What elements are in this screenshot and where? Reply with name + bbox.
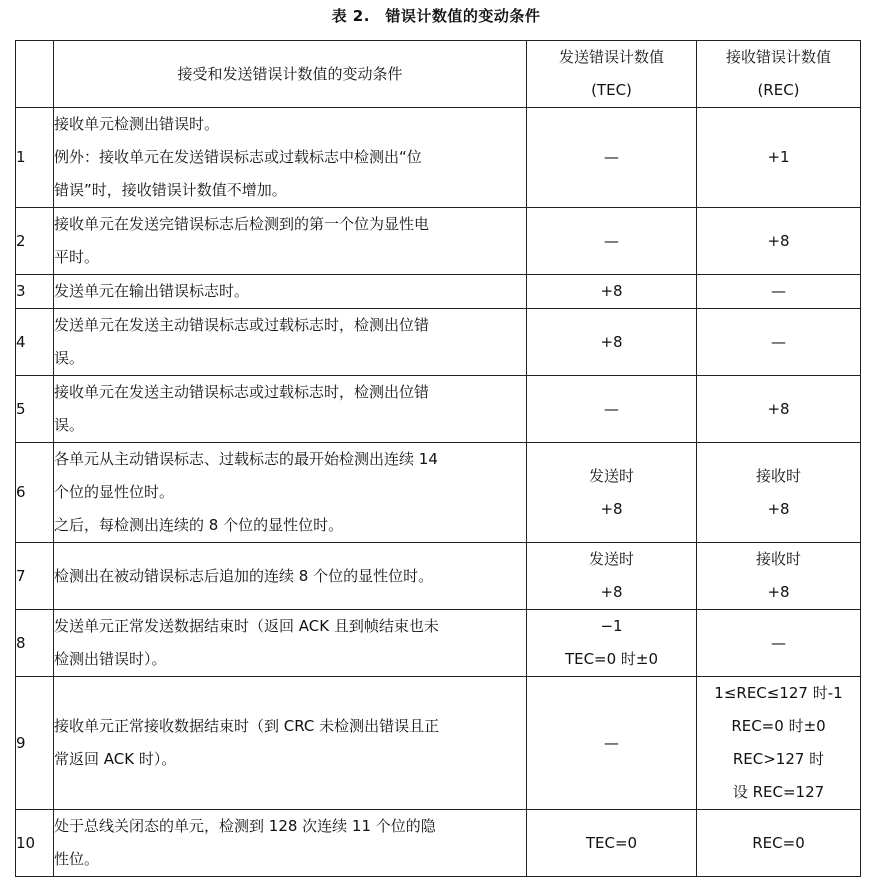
condition-line: 各单元从主动错误标志、过载标志的最开始检测出连续 14: [54, 450, 438, 468]
tec-value-cell: [527, 610, 697, 677]
tec-value-line: TEC=0: [585, 833, 638, 852]
condition-line: 误。: [54, 349, 85, 367]
table-row: [16, 309, 861, 376]
tec-value-line: +8: [600, 282, 623, 300]
tec-value-line: TEC=0 时±0: [564, 650, 659, 668]
table-row: [16, 208, 861, 275]
condition-line: 检测出在被动错误标志后追加的连续 8 个位的显性位时。: [54, 566, 434, 585]
table-caption: 表 2. 错误计数值的变动条件: [331, 7, 541, 25]
condition-line: 误。: [54, 416, 85, 434]
rec-value-line: REC=0 时±0: [731, 717, 826, 735]
rec-value-line: +1: [767, 148, 790, 166]
tec-value-cell: [527, 275, 697, 309]
header-tec: [527, 41, 697, 108]
table-row: [16, 810, 861, 877]
row-number: 6: [16, 443, 54, 543]
header-tec-line2: (TEC): [591, 81, 632, 99]
row-number: 3: [16, 275, 54, 309]
condition-line: 错误”时，接收错误计数值不增加。: [54, 181, 287, 199]
row-number: 8: [16, 610, 54, 677]
tec-value-line: −1: [600, 617, 623, 635]
row-number: 1: [16, 108, 54, 208]
table-row: [16, 376, 861, 443]
condition-cell: [54, 810, 527, 877]
tec-value-line: +8: [600, 332, 623, 351]
tec-value-cell: [527, 543, 697, 610]
tec-value-cell: [527, 443, 697, 543]
tec-value-cell: [527, 810, 697, 877]
header-number-cell: [16, 41, 54, 108]
table-row: [16, 443, 861, 543]
tec-value-line: —: [604, 148, 619, 166]
condition-line: 检测出错误时）。: [54, 650, 167, 668]
rec-value-line: +8: [767, 499, 790, 518]
condition-line: 处于总线关闭态的单元，检测到 128 次连续 11 个位的隐: [54, 817, 436, 835]
rec-value-cell: [697, 376, 861, 443]
condition-cell: [54, 108, 527, 208]
condition-line: 接收单元在发送完错误标志后检测到的第一个位为显性电: [54, 215, 430, 233]
condition-line: 发送单元在发送主动错误标志或过载标志时，检测出位错: [54, 316, 430, 334]
table-row: [16, 108, 861, 208]
rec-value-line: 接收时: [755, 550, 801, 568]
condition-line: 接收单元正常接收数据结束时（到 CRC 未检测出错误且正: [54, 717, 440, 735]
table-row: [16, 543, 861, 610]
table-header-row: [16, 41, 861, 108]
rec-value-line: +8: [767, 583, 790, 601]
row-number: 9: [16, 677, 54, 810]
condition-line: 接收单元检测出错误时。: [54, 115, 220, 133]
row-number: 4: [16, 309, 54, 376]
error-counter-table: [15, 40, 861, 877]
rec-value-cell: [697, 443, 861, 543]
condition-line: 之后，每检测出连续的 8 个位的显性位时。: [54, 516, 344, 534]
table-row: [16, 677, 861, 810]
condition-line: 常返回 ACK 时）。: [54, 750, 177, 768]
condition-line: 例外：接收单元在发送错误标志或过载标志中检测出“位: [54, 148, 422, 166]
tec-value-line: —: [604, 733, 619, 752]
rec-value-line: 接收时: [755, 466, 801, 485]
table-body: [16, 108, 861, 877]
condition-line: 性位。: [54, 850, 100, 868]
rec-value-cell: [697, 208, 861, 275]
row-number: 2: [16, 208, 54, 275]
condition-line: 发送单元正常发送数据结束时（返回 ACK 且到帧结束也未: [54, 617, 439, 635]
tec-value-cell: [527, 309, 697, 376]
condition-line: 平时。: [54, 248, 100, 266]
condition-line: 接收单元在发送主动错误标志或过载标志时，检测出位错: [54, 383, 430, 401]
tec-value-line: —: [604, 231, 619, 250]
table-row: [16, 275, 861, 309]
condition-cell: [54, 275, 527, 309]
condition-line: 个位的显性位时。: [54, 483, 175, 501]
rec-value-line: REC>127 时: [732, 750, 825, 768]
rec-value-line: —: [771, 282, 786, 300]
condition-cell: [54, 376, 527, 443]
rec-value-line: +8: [767, 231, 790, 250]
header-rec-line1: 接收错误计数值: [725, 48, 831, 66]
condition-cell: [54, 677, 527, 810]
header-rec-line2: (REC): [757, 81, 800, 99]
tec-value-line: 发送时: [588, 550, 634, 568]
rec-value-line: REC=0: [752, 833, 805, 852]
condition-cell: [54, 543, 527, 610]
rec-value-line: —: [771, 332, 786, 351]
tec-value-cell: [527, 108, 697, 208]
condition-cell: [54, 443, 527, 543]
rec-value-cell: [697, 610, 861, 677]
condition-cell: [54, 208, 527, 275]
rec-value-line: 1≤REC≤127 时-1: [714, 684, 843, 702]
header-tec-line1: 发送错误计数值: [558, 48, 664, 66]
tec-value-cell: [527, 677, 697, 810]
condition-cell: [54, 309, 527, 376]
table-row: [16, 610, 861, 677]
rec-value-line: 设 REC=127: [732, 783, 825, 801]
rec-value-cell: [697, 677, 861, 810]
rec-value-cell: [697, 543, 861, 610]
rec-value-cell: [697, 309, 861, 376]
tec-value-line: +8: [600, 583, 623, 601]
rec-value-cell: [697, 810, 861, 877]
rec-value-cell: [697, 108, 861, 208]
rec-value-line: +8: [767, 399, 790, 418]
header-rec: [697, 41, 861, 108]
tec-value-cell: [527, 376, 697, 443]
tec-value-line: —: [604, 399, 619, 418]
condition-line: 发送单元在输出错误标志时。: [54, 282, 250, 300]
tec-value-line: +8: [600, 499, 623, 518]
row-number: 7: [16, 543, 54, 610]
row-number: 10: [16, 810, 54, 877]
row-number: 5: [16, 376, 54, 443]
tec-value-line: 发送时: [588, 466, 634, 485]
rec-value-cell: [697, 275, 861, 309]
rec-value-line: —: [771, 633, 786, 652]
tec-value-cell: [527, 208, 697, 275]
condition-cell: [54, 610, 527, 677]
header-condition: 接受和发送错误计数值的变动条件: [54, 41, 527, 108]
